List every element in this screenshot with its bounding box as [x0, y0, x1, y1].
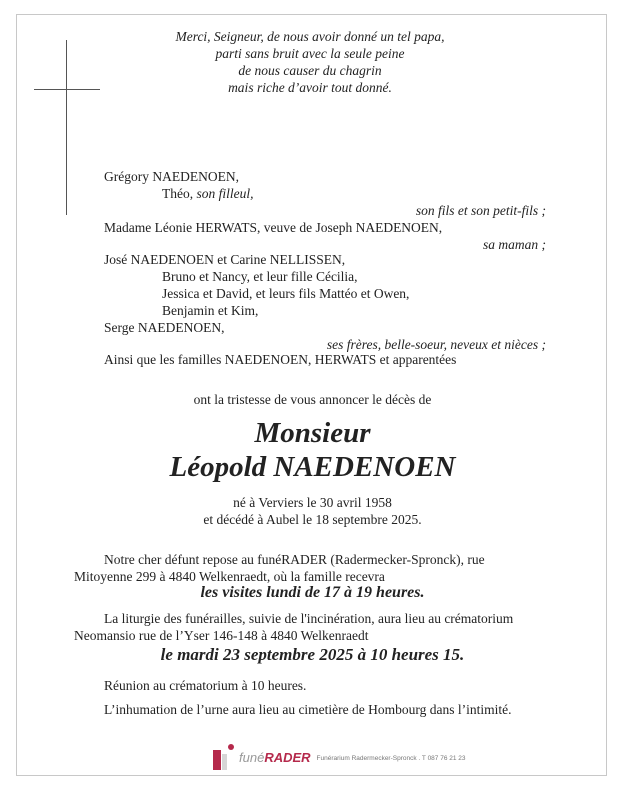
- logo-text-fune: funé: [239, 749, 265, 765]
- family-line-5: Bruno et Nancy, et leur fille Cécilia,: [162, 269, 358, 284]
- logo-text-rader: RADER: [264, 749, 311, 765]
- deceased-name: Léopold NAEDENOEN: [169, 451, 456, 483]
- liturgy-highlight: le mardi 23 septembre 2025 à 10 heures 15.: [160, 645, 465, 664]
- family-line-1: Grégory NAEDENOEN,: [104, 169, 239, 184]
- family-line-4: José NAEDENOEN et Carine NELLISSEN,: [104, 252, 346, 267]
- footer-contact: Funérarium Radermecker-Spronck . T 087 76 21 23: [316, 755, 466, 762]
- visits-line-1: Notre cher défunt repose au funéRADER (Radermecker-Spronck), rue: [104, 552, 485, 567]
- relation-1: son fils et son petit-fils ;: [415, 203, 546, 218]
- death-info: et décédé à Aubel le 18 septembre 2025.: [203, 512, 422, 527]
- inhumation-info: L’inhumation de l’urne aura lieu au cimetière de Hombourg dans l’intimité.: [104, 702, 512, 717]
- family-line-2: [162, 185, 254, 202]
- family-line-7: Benjamin et Kim,: [162, 303, 259, 318]
- announcement: ont la tristesse de vous annoncer le décès de: [193, 392, 432, 407]
- family-line-2-role: son filleul,: [196, 186, 254, 201]
- visits-line-2: Mitoyenne 299 à 4840 Welkenraedt, où la famille recevra: [74, 569, 385, 584]
- poem-line-1: Merci, Seigneur, de nous avoir donné un tel papa,: [175, 29, 445, 44]
- visits-highlight: les visites lundi de 17 à 19 heures.: [200, 584, 425, 601]
- liturgy-line-2: Neomansio rue de l’Yser 146-148 à 4840 Welkenraedt: [74, 628, 369, 643]
- relation-3: ses frères, belle-soeur, neveux et nièces ;: [326, 337, 546, 352]
- logo-icon: [213, 744, 235, 770]
- poem-line-2: parti sans bruit avec la seule peine: [215, 46, 405, 61]
- relation-2: sa maman ;: [483, 237, 546, 252]
- cross-icon-vertical: [66, 40, 67, 215]
- funerader-logo: [213, 744, 466, 770]
- deceased-title: Monsieur: [254, 417, 371, 449]
- family-line-3: Madame Léonie HERWATS, veuve de Joseph NAEDENOEN,: [104, 220, 443, 235]
- poem-line-3: de nous causer du chagrin: [238, 63, 382, 78]
- poem-line-4: mais riche d’avoir tout donné.: [228, 80, 392, 95]
- cross-icon-horizontal: [34, 89, 100, 90]
- liturgy-line-1: La liturgie des funérailles, suivie de l'incinération, aura lieu au crématorium: [104, 611, 514, 626]
- family-line-6: Jessica et David, et leurs fils Mattéo et Owen,: [162, 286, 410, 301]
- family-line-9: Ainsi que les familles NAEDENOEN, HERWATS et apparentées: [104, 352, 457, 367]
- family-line-8: Serge NAEDENOEN,: [104, 320, 225, 335]
- family-line-2-name: Théo,: [162, 186, 197, 201]
- birth-info: né à Verviers le 30 avril 1958: [233, 495, 392, 510]
- reunion-info: Réunion au crématorium à 10 heures.: [104, 678, 307, 693]
